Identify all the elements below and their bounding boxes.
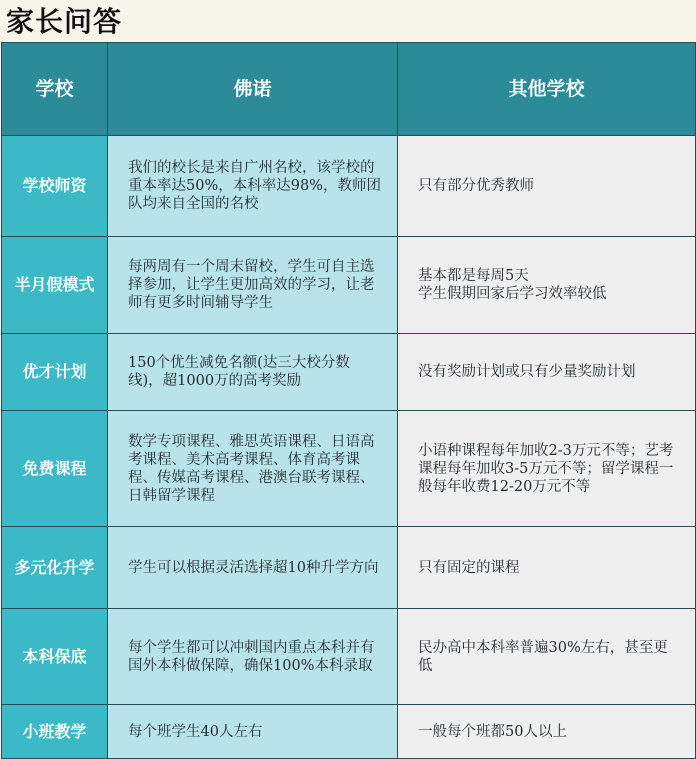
ours-cell: 每个学生都可以冲刺国内重点本科并有国外本科做保障，确保100%本科录取	[108, 609, 398, 705]
ours-cell: 150个优生减免名额(达三大校分数线)，超1000万的高考奖励	[108, 334, 398, 411]
ours-cell: 数学专项课程、雅思英语课程、日语高考课程、美术高考课程、体育高考课程、传媒高考课程、港澳台联考课程、日韩留学课程	[108, 411, 398, 527]
others-cell: 只有部分优秀教师	[398, 136, 696, 237]
table-row	[2, 237, 696, 334]
table-row	[2, 705, 696, 759]
header-school: 学校	[2, 43, 108, 136]
others-cell: 一般每个班都50人以上	[398, 705, 696, 759]
table-row	[2, 334, 696, 411]
others-cell	[398, 237, 696, 334]
table-header-row	[2, 43, 696, 136]
ours-cell: 我们的校长是来自广州名校，该学校的重本率达50%，本科率达98%，教师团队均来自全国的名校	[108, 136, 398, 237]
ours-cell: 学生可以根据灵活选择超10种升学方向	[108, 527, 398, 609]
page-title: 家长问答	[6, 5, 123, 38]
others-line: 学生假期回家后学习效率较低	[418, 286, 607, 302]
ours-cell: 每个班学生40人左右	[108, 705, 398, 759]
row-label: 本科保底	[2, 609, 108, 705]
row-label: 优才计划	[2, 334, 108, 411]
row-label: 学校师资	[2, 136, 108, 237]
ours-cell: 每两周有一个周末留校，学生可自主选择参加，让学生更加高效的学习，让老师有更多时间辅导学生	[108, 237, 398, 334]
others-cell: 没有奖励计划或只有少量奖励计划	[398, 334, 696, 411]
others-cell: 民办高中本科率普遍30%左右，甚至更低	[398, 609, 696, 705]
row-label: 小班教学	[2, 705, 108, 759]
row-label: 半月假模式	[2, 237, 108, 334]
table-row	[2, 136, 696, 237]
table-row	[2, 411, 696, 527]
row-label: 多元化升学	[2, 527, 108, 609]
others-line: 基本都是每周5天	[418, 268, 529, 284]
row-label: 免费课程	[2, 411, 108, 527]
header-other-schools: 其他学校	[398, 43, 696, 136]
table-row	[2, 609, 696, 705]
others-cell: 只有固定的课程	[398, 527, 696, 609]
others-cell: 小语种课程每年加收2-3万元不等；艺考课程每年加收3-5万元不等；留学课程一般每年收费12-20万元不等	[398, 411, 696, 527]
comparison-table	[1, 42, 696, 759]
table-row	[2, 527, 696, 609]
header-fonuo: 佛诺	[108, 43, 398, 136]
